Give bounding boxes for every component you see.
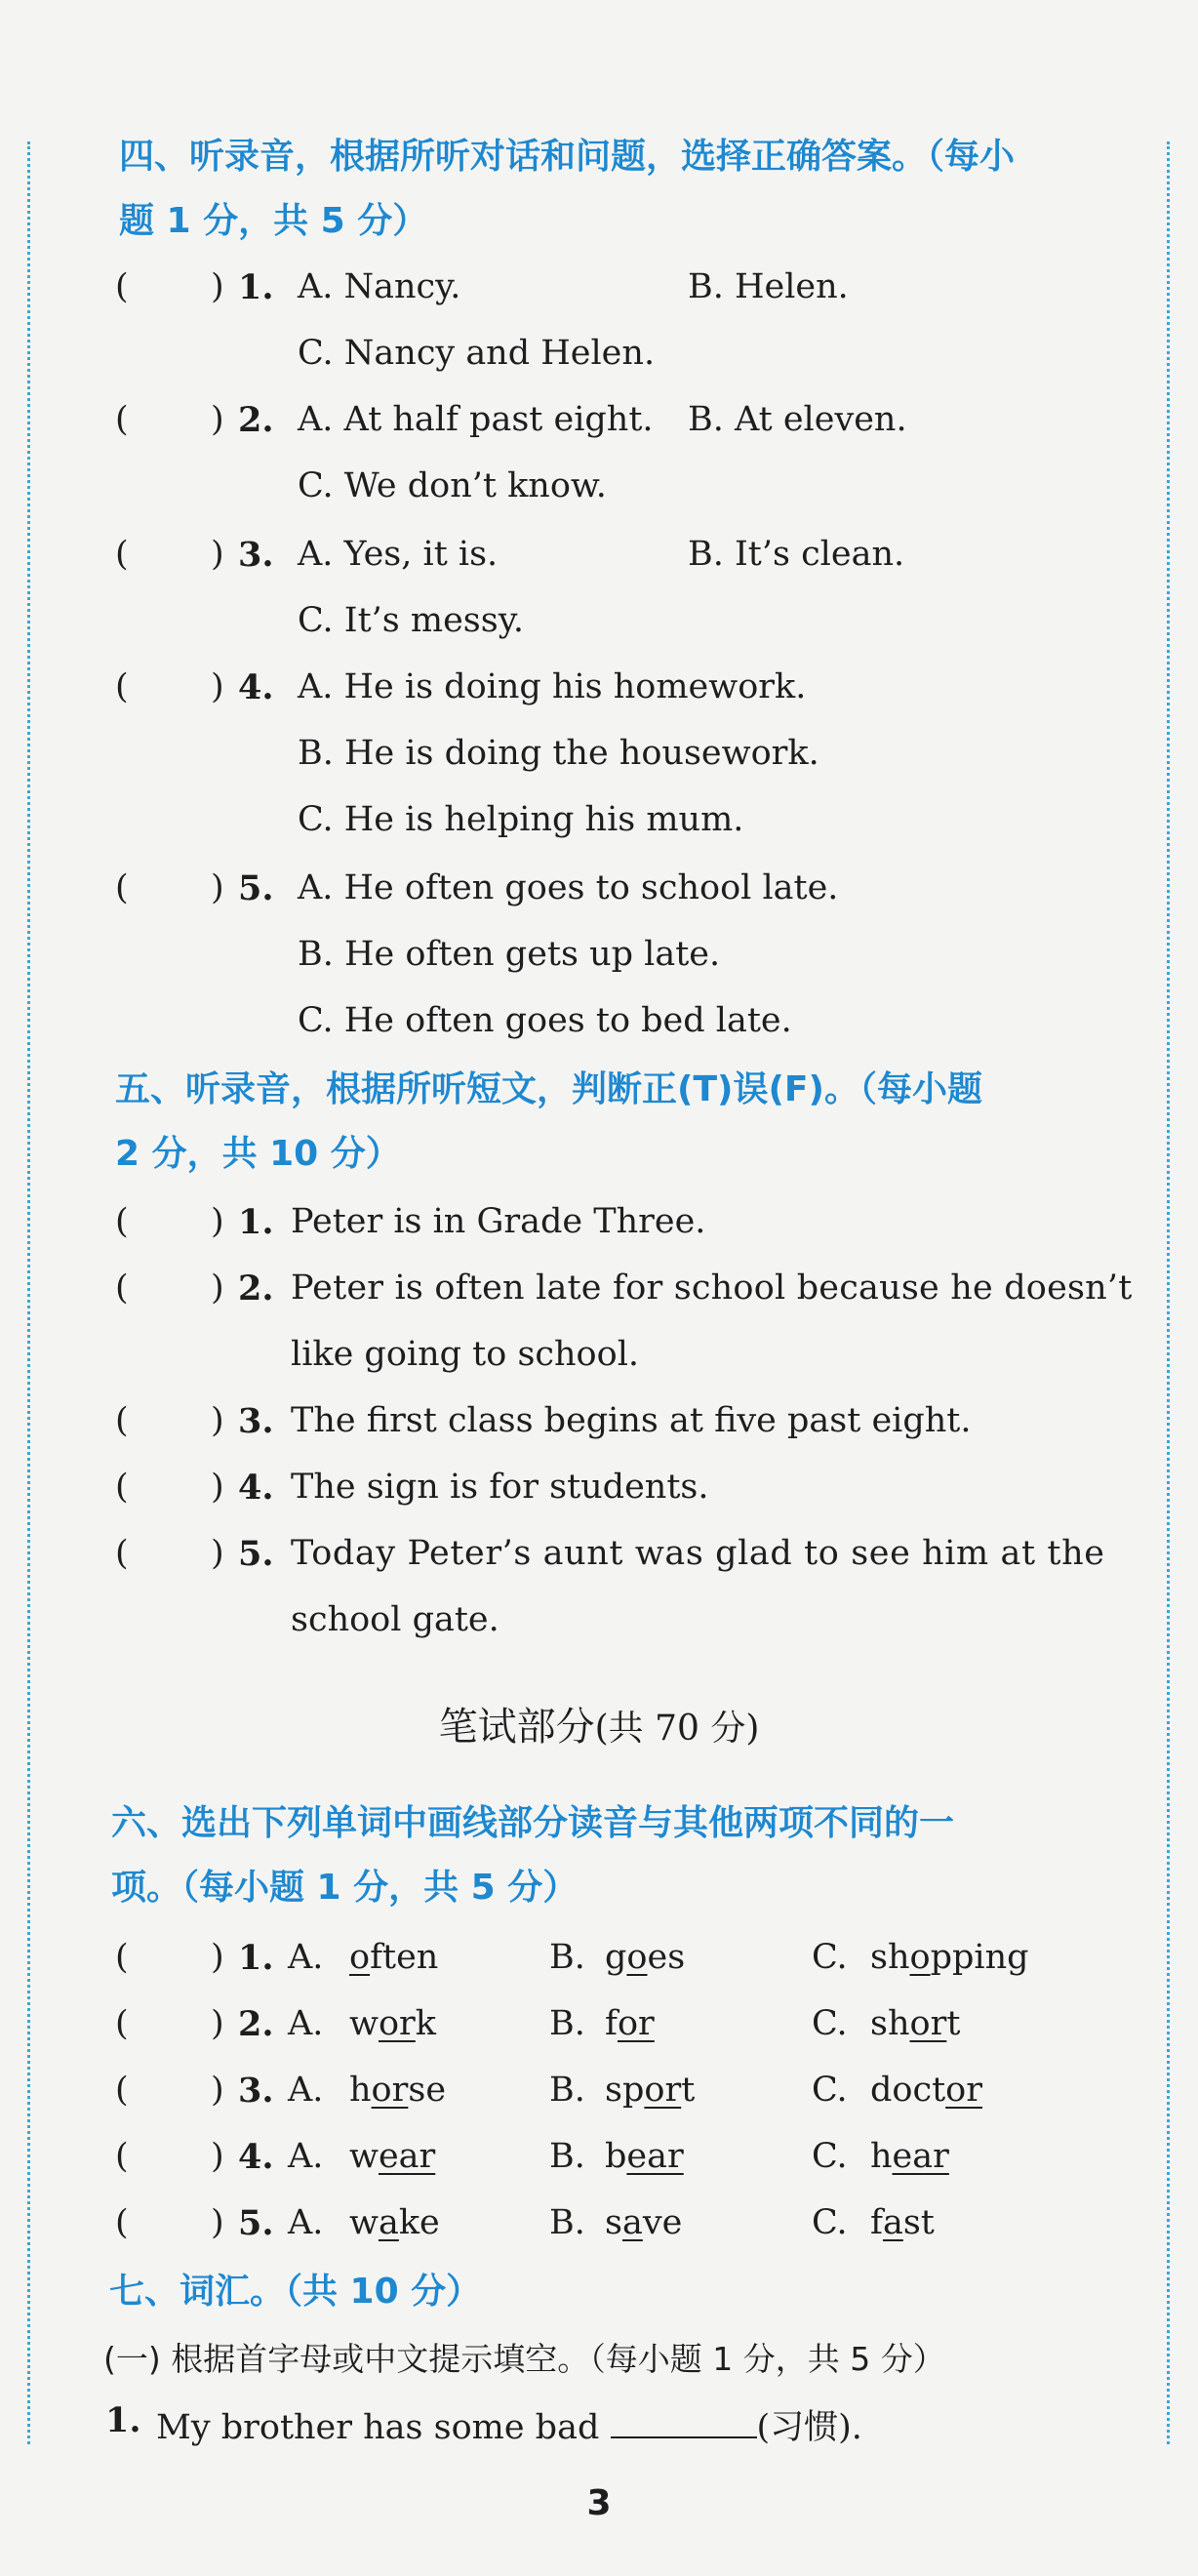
option-a-word: often — [349, 1938, 439, 1977]
option-b: B. He is doing the housework. — [298, 734, 819, 773]
option-a: A. Yes, it is. — [298, 535, 499, 574]
answer-paren-open: ( — [115, 1468, 129, 1507]
answer-paren-close: ) — [211, 868, 224, 907]
question-number: 4. — [238, 1468, 274, 1508]
s5-question-5 — [0, 1534, 1198, 1592]
question-number: 5. — [238, 868, 274, 908]
s6-question-4 — [0, 2137, 1198, 2195]
section-7-heading: 七、词汇。（共 10 分） — [109, 2272, 482, 2312]
s5-question-2-cont — [0, 1335, 1198, 1393]
s6-question-2 — [0, 2004, 1198, 2063]
question-number: 2. — [238, 1268, 274, 1308]
option-a-letter: A. — [288, 2203, 324, 2242]
answer-paren-close: ) — [211, 667, 224, 706]
s5-question-1 — [0, 1202, 1198, 1261]
s4-question-5 — [0, 868, 1198, 927]
written-part-title-points: (共 70 分) — [594, 1709, 760, 1749]
section-5-heading — [115, 1058, 1091, 1187]
option-c-word: short — [870, 2004, 961, 2043]
answer-paren-close: ) — [211, 1202, 224, 1241]
section-4-heading — [119, 125, 1095, 254]
statement-text: Peter is in Grade Three. — [291, 1202, 706, 1241]
question-number: 1. — [105, 2400, 141, 2440]
option-b: B. He often gets up late. — [298, 935, 721, 974]
answer-paren-open: ( — [115, 2071, 129, 2110]
answer-paren-open: ( — [115, 868, 129, 907]
answer-paren-close: ) — [211, 2203, 224, 2242]
s4-question-5-b — [0, 935, 1198, 993]
answer-paren-open: ( — [115, 2137, 129, 2176]
section-4-heading-line2: 题 1 分，共 5 分） — [119, 201, 428, 241]
page-number: 3 — [586, 2483, 612, 2523]
s5-question-4 — [0, 1468, 1198, 1526]
option-c-letter: C. — [812, 2137, 848, 2176]
option-c-word: fast — [870, 2203, 935, 2242]
option-a-letter: A. — [288, 1938, 324, 1977]
written-part-title — [0, 1696, 1198, 1751]
question-number: 5. — [238, 2203, 274, 2243]
option-a-letter: A. — [288, 2004, 324, 2043]
s5-question-5-cont — [0, 1600, 1198, 1659]
s4-question-4-b — [0, 734, 1198, 792]
option-a: A. At half past eight. — [298, 400, 654, 439]
s4-question-2-cont — [0, 466, 1198, 525]
question-number: 1. — [238, 1202, 274, 1242]
question-number: 1. — [238, 1938, 274, 1978]
statement-text-cont: school gate. — [291, 1600, 499, 1639]
answer-paren-open: ( — [115, 267, 129, 306]
option-b-word: bear — [605, 2137, 684, 2176]
answer-paren-close: ) — [211, 1468, 224, 1507]
option-b-letter: B. — [549, 2137, 585, 2176]
answer-paren-open: ( — [115, 1938, 129, 1977]
answer-paren-close: ) — [211, 2137, 224, 2176]
answer-paren-close: ) — [211, 1401, 224, 1440]
option-a: A. Nancy. — [298, 267, 461, 306]
answer-paren-open: ( — [115, 1202, 129, 1241]
option-c-word: shopping — [870, 1938, 1029, 1977]
section-6-heading-line2: 项。（每小题 1 分，共 5 分） — [111, 1868, 579, 1908]
section-5-heading-line1: 五、听录音，根据所听短文，判断正(T)误(F)。（每小题 — [115, 1069, 982, 1109]
s6-question-5 — [0, 2203, 1198, 2262]
statement-text: Peter is often late for school because he doesn’t — [291, 1268, 1133, 1308]
option-b-word: sport — [605, 2071, 696, 2110]
s5-question-2 — [0, 1268, 1198, 1327]
question-number: 5. — [238, 1534, 274, 1574]
answer-paren-open: ( — [115, 1268, 129, 1308]
statement-text: Today Peter’s aunt was glad to see him at the — [291, 1534, 1105, 1573]
s4-question-4-c — [0, 800, 1198, 859]
option-b-word: save — [605, 2203, 683, 2242]
option-a-word: wear — [349, 2137, 436, 2176]
answer-paren-close: ) — [211, 400, 224, 439]
question-number: 4. — [238, 2137, 274, 2177]
s4-question-3-cont — [0, 601, 1198, 660]
option-c-letter: C. — [812, 1938, 848, 1977]
answer-paren-open: ( — [115, 667, 129, 706]
statement-text: The sign is for students. — [291, 1468, 709, 1507]
s5-question-3 — [0, 1401, 1198, 1460]
option-c-letter: C. — [812, 2071, 848, 2110]
answer-paren-open: ( — [115, 2004, 129, 2043]
s6-question-3 — [0, 2071, 1198, 2129]
question-number: 3. — [238, 535, 274, 575]
s6-question-1 — [0, 1938, 1198, 1996]
option-c: C. We don’t know. — [298, 466, 607, 505]
option-b-letter: B. — [549, 2004, 585, 2043]
s7-question-1 — [0, 2400, 1198, 2459]
option-c: C. He often goes to bed late. — [298, 1001, 792, 1040]
option-b: B. It’s clean. — [688, 535, 905, 574]
question-number: 2. — [238, 400, 274, 440]
option-b-letter: B. — [549, 1938, 585, 1977]
option-c-letter: C. — [812, 2004, 848, 2043]
option-a-word: horse — [349, 2071, 447, 2110]
answer-paren-open: ( — [115, 400, 129, 439]
option-b: B. At eleven. — [688, 400, 907, 439]
option-c: C. Nancy and Helen. — [298, 334, 656, 373]
answer-paren-close: ) — [211, 535, 224, 574]
statement-text-cont: like going to school. — [291, 1335, 640, 1374]
answer-paren-open: ( — [115, 1534, 129, 1573]
question-text-hint: (习惯). — [756, 2408, 862, 2447]
answer-paren-open: ( — [115, 2203, 129, 2242]
answer-paren-close: ) — [211, 2071, 224, 2110]
s4-question-3 — [0, 535, 1198, 593]
s4-question-2 — [0, 400, 1198, 459]
option-a-word: wake — [349, 2203, 440, 2242]
section-6-heading-line1: 六、选出下列单词中画线部分读音与其他两项不同的一 — [111, 1803, 955, 1843]
section-6-heading — [111, 1791, 1087, 1920]
option-a-word: work — [349, 2004, 436, 2043]
answer-paren-open: ( — [115, 535, 129, 574]
option-c-word: doctor — [870, 2071, 982, 2110]
option-c: C. It’s messy. — [298, 601, 524, 640]
s4-question-5-c — [0, 1001, 1198, 1060]
option-a: A. He often goes to school late. — [298, 868, 839, 907]
answer-paren-open: ( — [115, 1401, 129, 1440]
answer-paren-close: ) — [211, 2004, 224, 2043]
option-c-letter: C. — [812, 2203, 848, 2242]
option-a-letter: A. — [288, 2137, 324, 2176]
s4-question-1 — [0, 267, 1198, 326]
option-b-word: for — [605, 2004, 655, 2043]
question-number: 3. — [238, 2071, 274, 2111]
question-number: 4. — [238, 667, 274, 707]
section-7-subheading — [0, 2334, 1198, 2393]
s4-question-4 — [0, 667, 1198, 726]
question-number: 2. — [238, 2004, 274, 2044]
s4-question-1-cont — [0, 334, 1198, 392]
statement-text: The first class begins at five past eight. — [291, 1401, 972, 1440]
answer-paren-close: ) — [211, 1534, 224, 1573]
option-b-letter: B. — [549, 2071, 585, 2110]
option-a-letter: A. — [288, 2071, 324, 2110]
answer-paren-close: ) — [211, 267, 224, 306]
section-7-sub-instructions: (一) 根据首字母或中文提示填空。（每小题 1 分，共 5 分） — [103, 2340, 945, 2378]
answer-paren-close: ) — [211, 1938, 224, 1977]
question-text — [156, 2400, 862, 2449]
option-b: B. Helen. — [688, 267, 849, 306]
question-number: 3. — [238, 1401, 274, 1441]
answer-paren-close: ) — [211, 1268, 224, 1308]
question-text-before: My brother has some bad — [156, 2408, 600, 2447]
question-number: 1. — [238, 267, 274, 307]
written-part-title-main: 笔试部分 — [438, 1705, 595, 1750]
option-b-word: goes — [605, 1938, 686, 1977]
option-c-word: hear — [870, 2137, 949, 2176]
fill-in-blank[interactable] — [611, 2407, 757, 2438]
section-4-heading-line1: 四、听录音，根据所听对话和问题，选择正确答案。（每小 — [119, 137, 1016, 177]
option-b-letter: B. — [549, 2203, 585, 2242]
option-c: C. He is helping his mum. — [298, 800, 744, 839]
section-5-heading-line2: 2 分，共 10 分） — [115, 1134, 401, 1174]
option-a: A. He is doing his homework. — [298, 667, 807, 706]
